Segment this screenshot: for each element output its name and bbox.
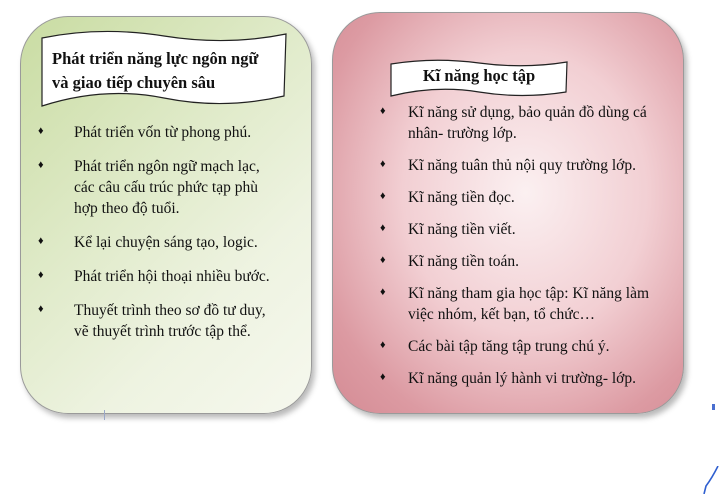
list-item: ♦ Kĩ năng sử dụng, bảo quản đồ dùng cá nhân- trường lớp.: [380, 102, 680, 144]
list-item: ♦ Thuyết trình theo sơ đồ tư duy, vẽ thuyết trình trước tập thể.: [38, 300, 288, 342]
diamond-bullet-icon: ♦: [380, 286, 386, 298]
diamond-bullet-icon: ♦: [380, 222, 386, 234]
diamond-bullet-icon: ♦: [380, 105, 386, 117]
list-item: ♦ Kĩ năng tiền viết.: [380, 219, 680, 240]
list-item: ♦ Phát triển hội thoại nhiều bước.: [38, 266, 288, 287]
diamond-bullet-icon: ♦: [38, 125, 44, 137]
list-item: ♦ Kĩ năng tiền toán.: [380, 251, 680, 272]
diamond-bullet-icon: ♦: [380, 254, 386, 266]
list-item: ♦ Kĩ năng tiền đọc.: [380, 187, 680, 208]
stray-mark: [104, 410, 105, 420]
right-card-title: Kĩ năng học tập: [422, 66, 536, 85]
diamond-bullet-icon: ♦: [380, 339, 386, 351]
stray-stroke: [700, 466, 719, 494]
list-item: ♦ Kể lại chuyện sáng tạo, logic.: [38, 232, 288, 253]
list-item: ♦ Phát triển vốn từ phong phú.: [38, 122, 288, 143]
list-item: ♦ Các bài tập tăng tập trung chú ý.: [380, 336, 680, 357]
diamond-bullet-icon: ♦: [38, 303, 44, 315]
list-item: ♦ Kĩ năng tham gia học tập: Kĩ năng làm việc nhóm, kết bạn, tổ chức…: [380, 283, 680, 325]
diamond-bullet-icon: ♦: [38, 159, 44, 171]
diamond-bullet-icon: ♦: [38, 235, 44, 247]
diamond-bullet-icon: ♦: [380, 371, 386, 383]
left-title-line2: và giao tiếp chuyên sâu: [52, 73, 216, 92]
diamond-bullet-icon: ♦: [38, 269, 44, 281]
diamond-bullet-icon: ♦: [380, 190, 386, 202]
left-card-title: [52, 47, 288, 95]
left-title-line1: Phát triển năng lực ngôn ngữ: [52, 49, 259, 68]
stray-mark: [712, 404, 715, 410]
diamond-bullet-icon: ♦: [380, 158, 386, 170]
list-item: ♦ Phát triển ngôn ngữ mạch lạc, các câu cấu trúc phức tạp phù hợp theo độ tuổi.: [38, 156, 288, 219]
list-item: ♦ Kĩ năng quản lý hành vi trường- lớp.: [380, 368, 680, 389]
left-skill-list: [38, 122, 288, 355]
list-item: ♦ Kĩ năng tuân thủ nội quy trường lớp.: [380, 155, 680, 176]
right-skill-list: [380, 102, 680, 400]
